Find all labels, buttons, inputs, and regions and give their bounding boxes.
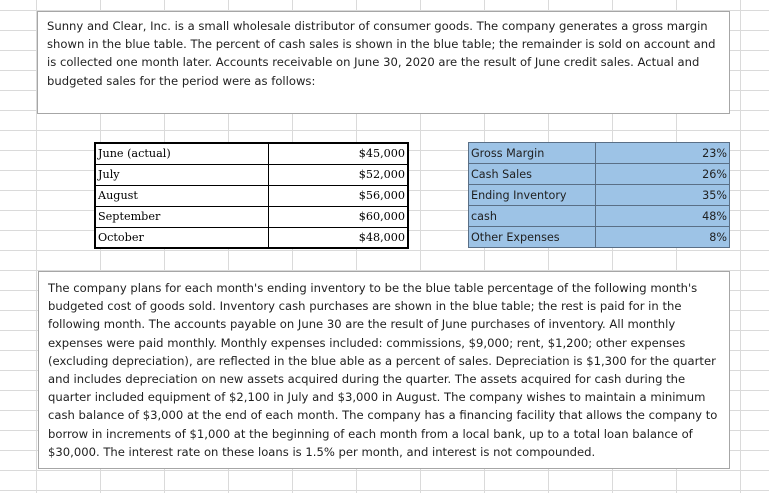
blue-label-cell[interactable]: Other Expenses bbox=[469, 227, 596, 248]
intro-text: Sunny and Clear, Inc. is a small wholesale distributor of consumer goods. The company generates a gross margin shown in the blue table. The percent of cash sales is shown in the blue table; the remainder is sold on account and is collected one month later. Accounts receivable on June 30, 2020 are the result of June credit sales. Actual and budgeted sales for the period were as follows: bbox=[47, 19, 716, 88]
table-row bbox=[469, 164, 730, 185]
sales-table bbox=[94, 142, 409, 249]
table-row bbox=[95, 227, 408, 248]
blue-value-cell[interactable]: 26% bbox=[596, 164, 730, 185]
table-row bbox=[95, 143, 408, 164]
table-row bbox=[469, 185, 730, 206]
blue-value-cell[interactable]: 48% bbox=[596, 206, 730, 227]
blue-value-cell[interactable]: 35% bbox=[596, 185, 730, 206]
plan-text: The company plans for each month's ending inventory to be the blue table percentage of the following month's budgeted cost of goods sold. Inventory cash purchases are shown in the blue table; the rest is paid for in the following month. The accounts payable on June 30 are the result of June purchases of inventory. All monthly expenses were paid monthly. Monthly expenses included: commissions, $9,000; rent, $1,200; other expenses (excluding depreciation), are reflected in the blue able as a percent of sales. Depreciation is $1,300 for the quarter and includes depreciation on new assets acquired during the quarter. The assets acquired for cash during the quarter included equipment of $2,100 in July and $3,000 in August. The company wishes to maintain a minimum cash balance of $3,000 at the end of each month. The company has a financing facility that allows the company to borrow in increments of $1,000 at the beginning of each month from a local bank, up to a total loan balance of $30,000. The interest rate on these loans is 1.5% per month, and interest is not compounded. bbox=[48, 281, 718, 459]
plan-textbox[interactable] bbox=[38, 271, 730, 469]
sales-month-cell[interactable]: June (actual) bbox=[95, 143, 268, 164]
blue-label-cell[interactable]: cash bbox=[469, 206, 596, 227]
sales-month-cell[interactable]: August bbox=[95, 185, 268, 206]
sales-amount-cell[interactable]: $45,000 bbox=[268, 143, 408, 164]
table-row bbox=[95, 185, 408, 206]
blue-percent-table bbox=[468, 142, 730, 248]
blue-label-cell[interactable]: Ending Inventory bbox=[469, 185, 596, 206]
blue-label-cell[interactable]: Gross Margin bbox=[469, 143, 596, 164]
blue-label-cell[interactable]: Cash Sales bbox=[469, 164, 596, 185]
sales-month-cell[interactable]: July bbox=[95, 164, 268, 185]
table-row bbox=[469, 143, 730, 164]
sales-month-cell[interactable]: October bbox=[95, 227, 268, 248]
blue-value-cell[interactable]: 23% bbox=[596, 143, 730, 164]
sales-amount-cell[interactable]: $56,000 bbox=[268, 185, 408, 206]
sales-month-cell[interactable]: September bbox=[95, 206, 268, 227]
intro-textbox[interactable] bbox=[37, 11, 730, 114]
sales-amount-cell[interactable]: $48,000 bbox=[268, 227, 408, 248]
table-row bbox=[469, 227, 730, 248]
sales-amount-cell[interactable]: $52,000 bbox=[268, 164, 408, 185]
table-row bbox=[469, 206, 730, 227]
table-row bbox=[95, 164, 408, 185]
sales-amount-cell[interactable]: $60,000 bbox=[268, 206, 408, 227]
blue-value-cell[interactable]: 8% bbox=[596, 227, 730, 248]
table-row bbox=[95, 206, 408, 227]
